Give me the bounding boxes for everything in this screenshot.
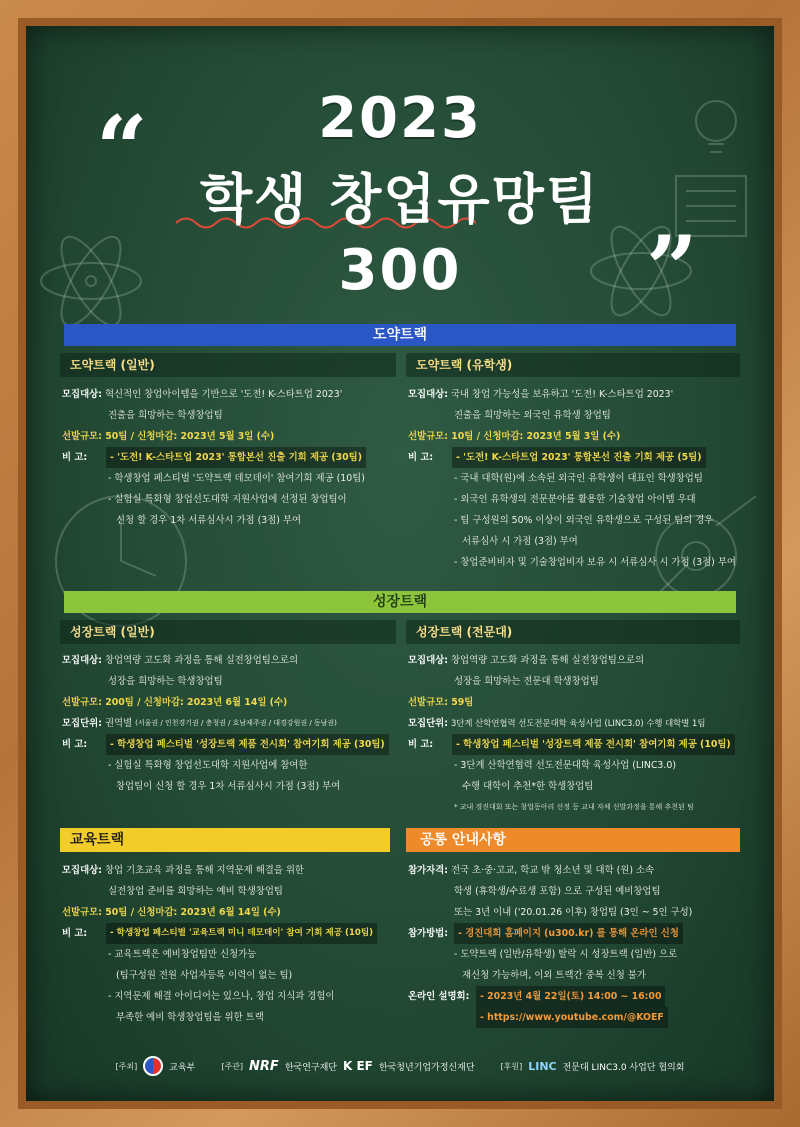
moe-logo-icon xyxy=(143,1056,163,1076)
selection-scale: 선발규모: 50팀 / 신청마감: 2023년 6월 14일 (수) xyxy=(62,907,281,918)
remark-highlight: - '도전! K-스타트업 2023' 통합본선 진출 기회 제공 (30팀) xyxy=(106,447,366,468)
remark-highlight: - 학생창업 페스티벌 '성장트랙 제품 전시회' 참여기회 제공 (30팀) xyxy=(106,734,389,755)
target-label: 모집대상: xyxy=(62,865,102,876)
host-tag: [주최] xyxy=(115,1061,138,1071)
target-text-2: 실전창업 준비를 희망하는 예비 학생창업팀 xyxy=(108,886,283,897)
education-body xyxy=(62,860,398,1028)
title-main: 학생 창업유망팀 xyxy=(200,168,600,231)
remark-item: 신청 할 경우 1차 서류심사시 가점 (3점) 부여 xyxy=(116,515,302,526)
open-quote: “ xyxy=(96,96,148,202)
remark-item: - 3단계 산학연협력 선도전문대학 육성사업 (LINC3.0) xyxy=(454,760,676,771)
qualification-text: 전국 초·중·고교, 학교 밖 청소년 및 대학 (원) 소속 xyxy=(450,865,655,876)
method-item: 재신청 가능하며, 이외 트랙간 중복 신청 불가 xyxy=(462,970,646,981)
remark-item: - 교육트랙은 예비창업팀만 신청가능 xyxy=(108,949,257,960)
remark-item: - 지역문제 해결 아이디어는 있으나, 창업 지식과 경험이 xyxy=(108,991,335,1002)
qualification-label: 참가자격: xyxy=(408,865,448,876)
remark-item: (팀구성원 전원 사업자등록 이력이 없는 팀) xyxy=(116,970,293,981)
growth-college-heading: 성장트랙 (전문대) xyxy=(406,620,740,644)
qualification-text-2: 학생 (휴학생/수료생 포함) 으로 구성된 예비창업팀 xyxy=(454,886,661,897)
remark-item: - 외국인 유학생의 전문분야를 활용한 기술창업 아이템 우대 xyxy=(454,494,696,505)
remarks-label: 비 고: xyxy=(62,928,88,939)
organizer-tag: [주관] xyxy=(221,1061,244,1071)
selection-scale: 선발규모: 59팀 xyxy=(408,697,474,708)
nrf-logo-icon: NRF xyxy=(249,1058,279,1074)
growth-track-banner: 성장트랙 xyxy=(64,591,736,613)
unit-detail: (서울권 / 인천경기권 / 충청권 / 호남제주권 / 대경강원권 / 동남권) xyxy=(135,719,337,727)
online-label: 온라인 설명회: xyxy=(408,991,470,1002)
growth-college-body xyxy=(408,650,742,818)
leap-general-heading: 도약트랙 (일반) xyxy=(60,353,396,377)
leap-intl-heading: 도약트랙 (유학생) xyxy=(406,353,740,377)
host xyxy=(116,1056,196,1076)
chalkboard xyxy=(26,26,774,1101)
sponsor-tag: [후원] xyxy=(500,1061,523,1071)
remark-item: 수행 대학이 추천*한 학생창업팀 xyxy=(462,781,594,792)
method-label: 참가방법: xyxy=(408,928,448,939)
close-quote: ” xyxy=(646,216,698,322)
online-date: - 2023년 4월 22일(토) 14:00 ~ 16:00 xyxy=(476,986,665,1007)
method-highlight: - 경진대회 홈페이지 (u300.kr) 를 통해 온라인 신청 xyxy=(454,923,683,944)
target-text-2: 성장을 희망하는 학생창업팀 xyxy=(108,676,223,687)
target-label: 모집대상: xyxy=(408,655,448,666)
method-item: - 도약트랙 (일반/유학생) 탈락 시 성장트랙 (일반) 으로 xyxy=(454,949,678,960)
remark-item: - 창업준비비자 및 기술창업비자 보유 시 서류심사 시 가점 (3점) 부여 xyxy=(454,557,736,568)
growth-general-heading: 성장트랙 (일반) xyxy=(60,620,396,644)
organizer xyxy=(221,1059,474,1074)
remark-item: - 학생창업 페스티벌 '도약트랙 데모데이' 참여기회 제공 (10팀) xyxy=(108,473,365,484)
remarks-label: 비 고: xyxy=(408,452,434,463)
koef-logo-icon: K EF xyxy=(343,1059,373,1073)
growth-general-body xyxy=(62,650,398,797)
nrf-name: 한국연구재단 xyxy=(284,1062,337,1073)
host-name: 교육부 xyxy=(169,1062,196,1073)
remark-item: - 국내 대학(원)에 소속된 외국인 유학생이 대표인 학생창업팀 xyxy=(454,473,703,484)
target-text: 창업 기초교육 과정을 통해 지역문제 해결을 위한 xyxy=(104,865,304,876)
footnote: * 교내 경진대회 또는 창업동아리 선정 등 교내 자체 선발과정을 통해 추천된 팀 xyxy=(454,803,694,811)
remark-highlight: - 학생창업 페스티벌 '성장트랙 제품 전시회' 참여기회 제공 (10팀) xyxy=(452,734,735,755)
title-year: 2023 xyxy=(318,86,482,151)
remark-item: 창업팀이 신청 할 경우 1차 서류심사시 가점 (3점) 부여 xyxy=(116,781,341,792)
target-text: 창업역량 고도화 과정을 통해 실전창업팀으로의 xyxy=(104,655,299,666)
footer xyxy=(26,1046,774,1086)
remark-item: 서류심사 시 가점 (3점) 부여 xyxy=(462,536,578,547)
target-text-2: 진출을 희망하는 학생창업팀 xyxy=(108,410,223,421)
title-number: 300 xyxy=(338,238,462,303)
qualification-text-3: 또는 3년 이내 ('20.01.26 이후) 창업팀 (3인 ~ 5인 구성) xyxy=(454,907,693,918)
selection-scale: 선발규모: 200팀 / 신청마감: 2023년 6월 14일 (수) xyxy=(62,697,288,708)
remark-highlight: - 학생창업 페스티벌 '교육트랙 미니 데모데이' 참여 기회 제공 (10팀) xyxy=(106,923,377,944)
target-label: 모집대상: xyxy=(408,389,448,400)
selection-scale: 선발규모: 50팀 / 신청마감: 2023년 5월 3일 (수) xyxy=(62,431,275,442)
unit-label: 모집단위: xyxy=(62,718,102,729)
selection-scale: 선발규모: 10팀 / 신청마감: 2023년 5월 3일 (수) xyxy=(408,431,621,442)
target-text-2: 진출을 희망하는 외국인 유학생 창업팀 xyxy=(454,410,611,421)
leap-track-banner: 도약트랙 xyxy=(64,324,736,346)
remarks-label: 비 고: xyxy=(408,739,434,750)
remark-highlight: - '도전! K-스타트업 2023' 통합본선 진출 기회 제공 (5팀) xyxy=(452,447,706,468)
target-text: 국내 창업 가능성을 보유하고 '도전! K-스타트업 2023' xyxy=(450,389,674,400)
target-text-2: 성장을 희망하는 전문대 학생창업팀 xyxy=(454,676,599,687)
remark-item: 부족한 예비 학생창업팀을 위한 트랙 xyxy=(116,1012,264,1023)
leap-general-body xyxy=(62,384,398,531)
remarks-label: 비 고: xyxy=(62,739,88,750)
koef-name: 한국청년기업가정신재단 xyxy=(378,1062,475,1073)
unit-label: 모집단위: xyxy=(408,718,448,729)
remark-item: - 팀 구성원의 50% 이상이 외국인 유학생으로 구성된 팀의 경우 xyxy=(454,515,714,526)
remarks-label: 비 고: xyxy=(62,452,88,463)
page-title xyxy=(26,86,774,303)
online-link[interactable]: - https://www.youtube.com/@KOEF xyxy=(476,1007,668,1028)
target-label: 모집대상: xyxy=(62,655,102,666)
target-text: 혁신적인 창업아이템을 기반으로 '도전! K-스타트업 2023' xyxy=(104,389,343,400)
leap-intl-body xyxy=(408,384,742,573)
unit-value: 3단계 산학연협력 선도전문대학 육성사업 (LINC3.0) 수행 대학별 1팀 xyxy=(450,718,706,728)
education-track-banner: 교육트랙 xyxy=(60,828,390,852)
sponsor-name: 전문대 LINC3.0 사업단 협의회 xyxy=(562,1062,685,1073)
remark-item: - 실험실 특화형 창업선도대학 지원사업에 선정된 창업팀이 xyxy=(108,494,347,505)
unit-value: 권역별 xyxy=(104,718,133,729)
sponsor xyxy=(501,1060,685,1073)
target-text: 창업역량 고도화 과정을 통해 실전창업팀으로의 xyxy=(450,655,645,666)
linc-logo-icon: LINC xyxy=(528,1059,557,1073)
remark-item: - 실험실 특화형 창업선도대학 지원사업에 참여한 xyxy=(108,760,308,771)
common-notice-banner: 공통 안내사항 xyxy=(406,828,740,852)
target-label: 모집대상: xyxy=(62,389,102,400)
notice-body xyxy=(408,860,742,1028)
